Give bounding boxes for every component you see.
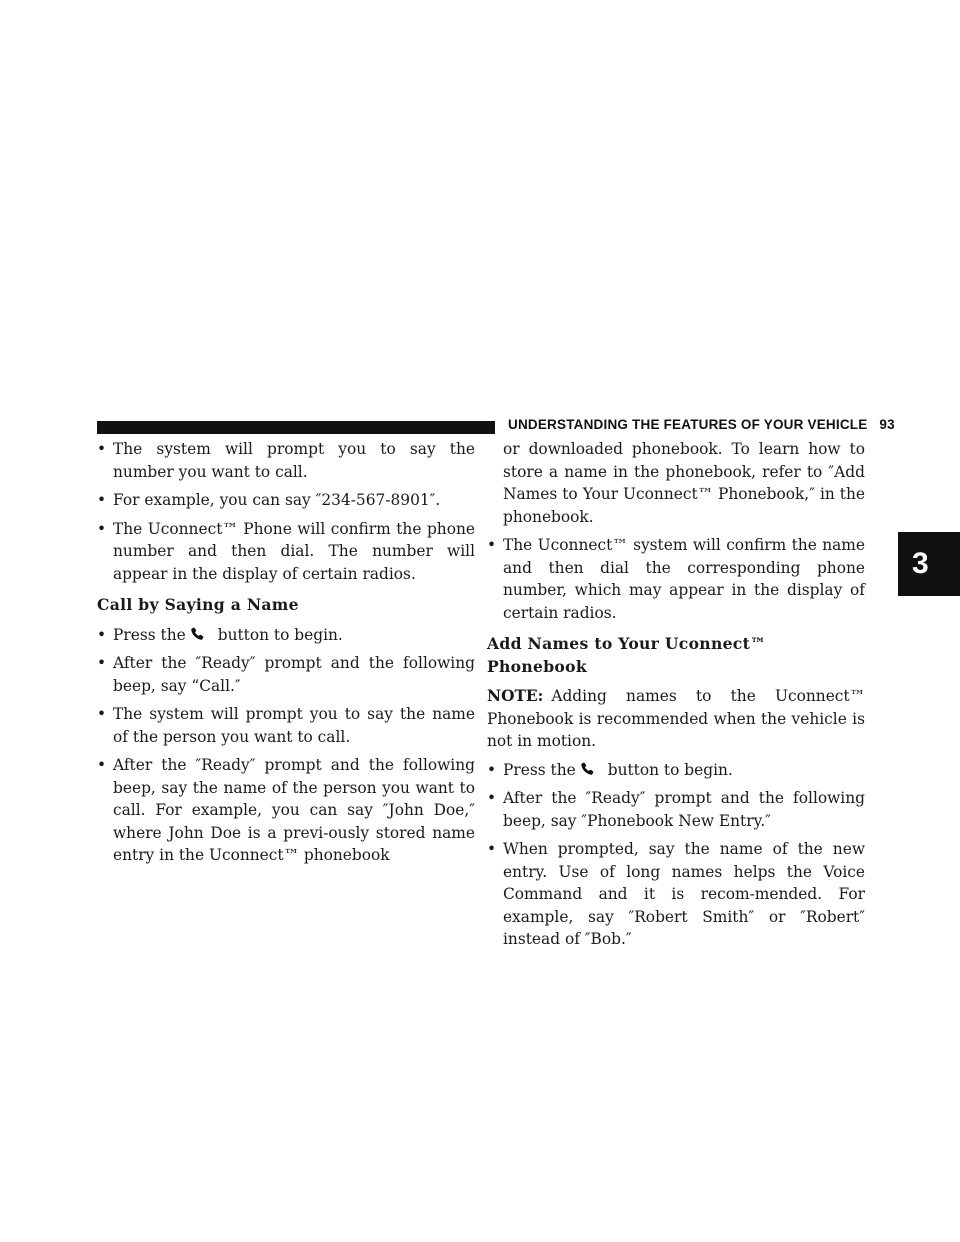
list-item: • After the ″Ready″ prompt and the following beep, say the name of the person you want to call. For example, you can say ″John Doe,″ where John Doe is a previ-ously stored name entry in the Uconnect™ phonebook	[97, 756, 475, 864]
section-heading: Add Names to Your Uconnect™ Phonebook	[487, 634, 766, 676]
list-item: • For example, you can say ″234-567-8901″.	[97, 491, 441, 509]
phone-icon	[188, 626, 214, 642]
list-item: • The Uconnect™ system will confirm the name and then dial the corresponding phone number, which may appear in the display of certain radios.	[487, 536, 865, 622]
header-title: UNDERSTANDING THE FEATURES OF YOUR VEHICLE	[508, 417, 868, 432]
list-item: • After the ″Ready″ prompt and the following beep, say ″Phonebook New Entry.″	[487, 789, 865, 830]
list-item: • The system will prompt you to say the name of the person you want to call.	[97, 705, 475, 746]
note: NOTE: Adding names to the Uconnect™ Phonebook is recommended when the vehicle is not in motion.	[487, 687, 865, 750]
header-rule	[97, 421, 495, 434]
note-label: NOTE:	[487, 687, 544, 705]
page-number: 93	[879, 417, 895, 432]
list-item: • Press the button to begin.	[487, 760, 733, 779]
running-header	[508, 417, 895, 432]
section-heading: Call by Saying a Name	[97, 595, 299, 614]
right-column	[487, 438, 865, 957]
list-item: • When prompted, say the name of the new entry. Use of long names helps the Voice Command and it is recom-mended. For example, say ″Robert Smith″ or ″Robert″ instead of ″Bob.″	[487, 840, 865, 948]
phone-icon	[578, 761, 604, 777]
list-item: • The system will prompt you to say the number you want to call.	[97, 440, 475, 481]
left-column	[97, 438, 475, 873]
list-item: • The Uconnect™ Phone will confirm the phone number and then dial. The number will appear in the display of certain radios.	[97, 519, 475, 583]
list-item: • After the ″Ready″ prompt and the following beep, say “Call.″	[97, 654, 475, 695]
continued-text: or downloaded phonebook. To learn how to store a name in the phonebook, refer to ″Add Names to Your Uconnect™ Phonebook,″ in the phonebook.	[503, 440, 865, 526]
list-item: • Press the button to begin.	[97, 625, 343, 644]
chapter-tab: 3	[898, 532, 960, 596]
